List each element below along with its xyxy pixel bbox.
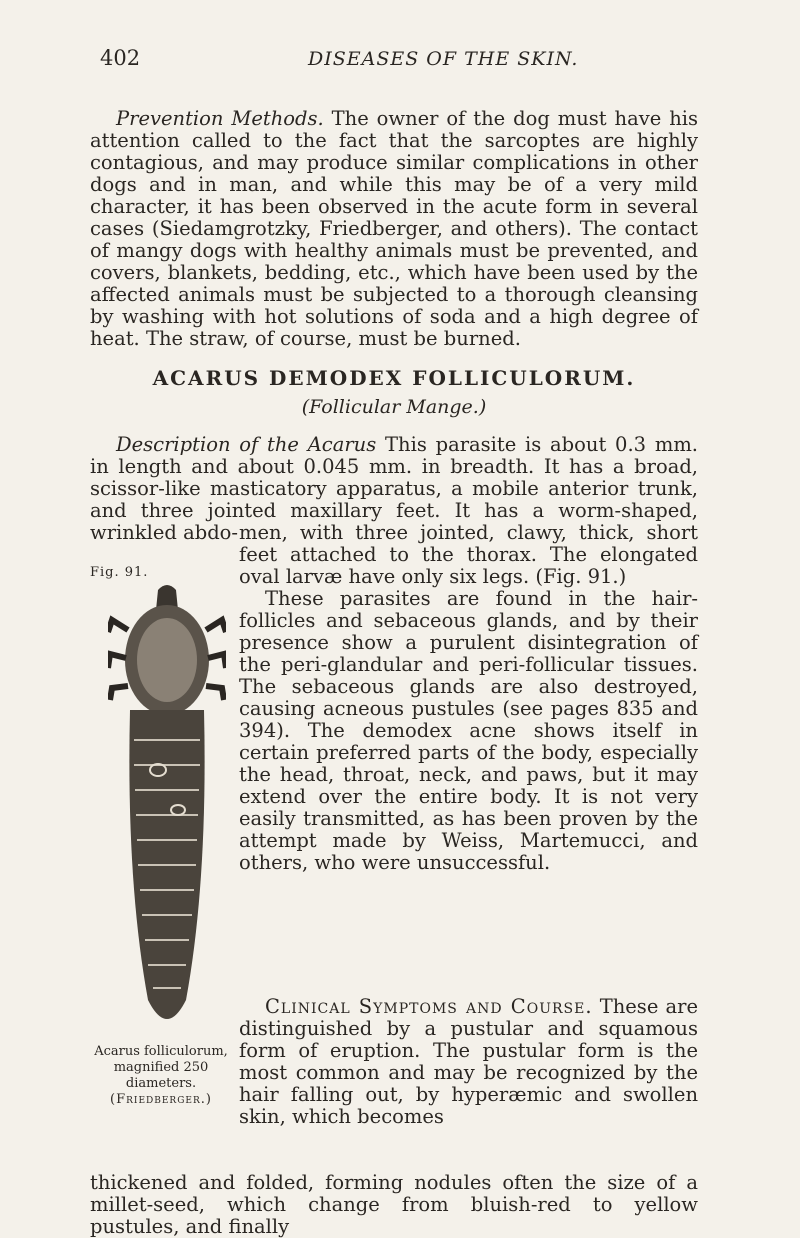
caption-source: (Friedberger.) — [110, 1092, 212, 1107]
clinical-body: These are distinguished by a pustular and squamous form of eruption. The pustular form is the most common and may be recognized by the hair falling out, by hyperæmic and swollen skin, which becomes — [239, 995, 698, 1128]
description-continued: men, with three jointed, clawy, thick, short feet attached to the thorax. The elongated oval larvæ have only six legs. (Fig. 91.) — [239, 521, 698, 588]
habitat-paragraph — [239, 588, 698, 874]
section-heading: ACARUS DEMODEX FOLLICULORUM. — [152, 366, 636, 390]
habitat-body: These parasites are found in the hair-follicles and sebaceous glands, and by their presence show a purulent disintegration of the peri-glandular and peri-follicular tissues. The sebaceous glands are also destroyed, causing acneous pustules (see pages 835 and 394). The demodex acne shows itself in certain preferred parts of the body, especially the head, throat, neck, and paws, but it may extend over the entire body. It is not very easily transmitted, as has been proven by the attempt made by Weiss, Martemucci, and others, who were unsuccessful. — [239, 587, 698, 874]
acarus-illustration — [108, 580, 226, 1040]
prevention-body: The owner of the dog must have his attention called to the fact that the sarcoptes are highly contagious, and may produce similar complications in other dogs and in man, and while this may be of a very mild character, it has been observed in the acute form in several cases (Siedamgrotzky, Friedberger, and others). The contact of mangy dogs with healthy animals must be prevented, and covers, blankets, bedding, etc., which have been used by the affected animals must be subjected to a thorough cleansing by washing with hot solutions of soda and a high degree of heat. The straw, of course, must be burned. — [90, 107, 699, 350]
figure-label: Fig. 91. — [90, 565, 149, 580]
page-header — [0, 46, 800, 76]
figure-caption — [86, 1044, 236, 1108]
running-head: DISEASES OF THE SKIN. — [308, 48, 579, 70]
description-body: This parasite is about 0.3 mm. in length and about 0.045 mm. in breadth. It has a broad, scissor-like masticatory apparatus, a mobile anterior trunk, and three jointed maxillary feet. It has a worm-shaped, wrinkled abdo- — [90, 433, 699, 544]
prevention-paragraph — [90, 108, 698, 350]
prevention-title: Prevention Methods. — [116, 107, 324, 130]
clinical-title: Clinical Symptoms and Course. — [265, 995, 593, 1018]
caption-text: Acarus folliculorum, magnified 250 diameters. — [94, 1044, 228, 1091]
section-subheading: (Follicular Mange.) — [301, 396, 487, 418]
clinical-paragraph — [239, 996, 698, 1128]
description-title: Description of the Acarus — [116, 433, 377, 456]
clinical-continued: thickened and folded, forming nodules often the size of a millet-seed, which change from bluish-red to yellow pustules, and finally — [90, 1171, 698, 1238]
page-number: 402 — [100, 46, 141, 70]
